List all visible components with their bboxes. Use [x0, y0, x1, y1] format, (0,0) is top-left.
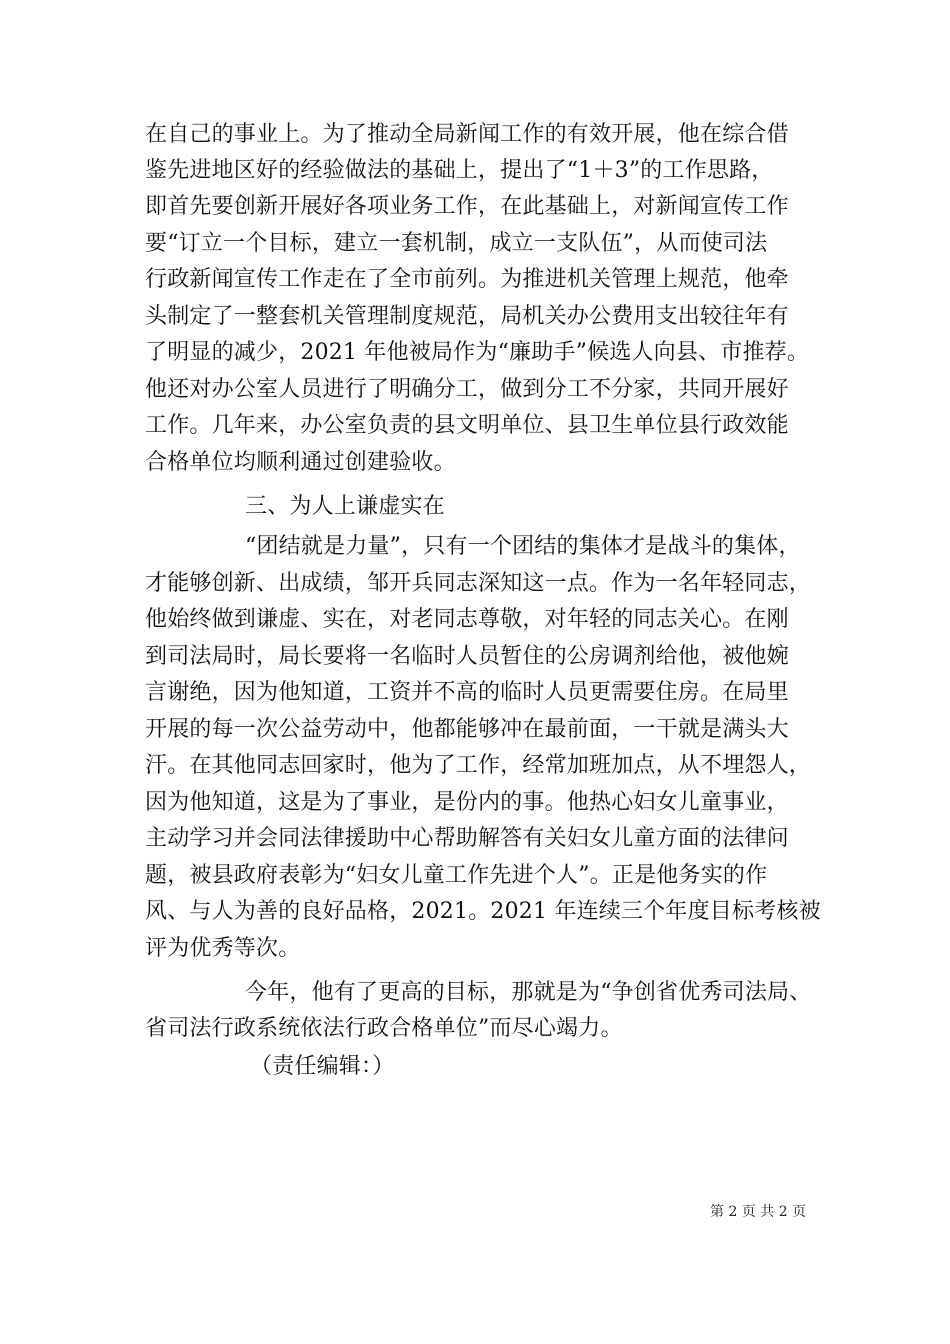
body-line: 他始终做到谦虚、实在，对老同志尊敬，对年轻的同志关心。在刚 [145, 607, 789, 632]
page-number: 第 2 页 共 2 页 [710, 1204, 807, 1220]
body-line: 题，被县政府表彰为“妇女儿童工作先进个人”。正是他务实的作 [145, 863, 768, 888]
body-line: 省司法行政系统依法行政合格单位”而尽心竭力。 [145, 1016, 623, 1041]
body-line: 在自己的事业上。为了推动全局新闻工作的有效开展，他在综合借 [145, 122, 789, 147]
body-line: 行政新闻宣传工作走在了全市前列。为推进机关管理上规范，他牵 [145, 267, 789, 292]
body-line: 即首先要创新开展好各项业务工作，在此基础上，对新闻宣传工作 [145, 194, 789, 219]
body-line: 合格单位均顺利通过创建验收。 [145, 450, 456, 475]
body-line: “团结就是力量”，只有一个团结的集体才是战斗的集体， [245, 534, 801, 559]
editor-note: （责任编辑：） [250, 1054, 395, 1079]
body-line: 了明显的减少，2021 年他被局作为“廉助手”候选人向县、市推荐。 [145, 340, 810, 365]
body-line: 工作。几年来，办公室负责的县文明单位、县卫生单位县行政效能 [145, 413, 789, 438]
section-heading: 三、为人上谦虚实在 [245, 494, 445, 519]
body-line: 主动学习并会同法律援助中心帮助解答有关妇女儿童方面的法律问 [145, 826, 789, 851]
body-line: 因为他知道，这是为了事业，是份内的事。他热心妇女儿童事业， [145, 790, 789, 815]
body-line: 言谢绝，因为他知道，工资并不高的临时人员更需要住房。在局里 [145, 680, 789, 705]
body-line: 他还对办公室人员进行了明确分工，做到分工不分家，共同开展好 [145, 377, 789, 402]
body-line: 开展的每一次公益劳动中，他都能够冲在最前面，一干就是满头大 [145, 717, 789, 742]
body-line: 评为优秀等次。 [145, 936, 301, 961]
body-line: 头制定了一整套机关管理制度规范，局机关办公费用支出较往年有 [145, 304, 789, 329]
body-line: 要“订立一个目标，建立一套机制，成立一支队伍”，从而使司法 [145, 231, 768, 256]
body-line: 到司法局时，局长要将一名临时人员暂住的公房调剂给他，被他婉 [145, 644, 789, 669]
body-line: 鉴先进地区好的经验做法的基础上，提出了“1＋3”的工作思路， [145, 158, 774, 183]
body-line: 汗。在其他同志回家时，他为了工作，经常加班加点，从不埋怨人， [145, 753, 812, 778]
body-line: 风、与人为善的良好品格，2021。2021 年连续三个年度目标考核被 [145, 899, 821, 924]
body-line: 今年，他有了更高的目标，那就是为“争创省优秀司法局、 [245, 980, 812, 1005]
body-line: 才能够创新、出成绩，邹开兵同志深知这一点。作为一名年轻同志， [145, 571, 812, 596]
